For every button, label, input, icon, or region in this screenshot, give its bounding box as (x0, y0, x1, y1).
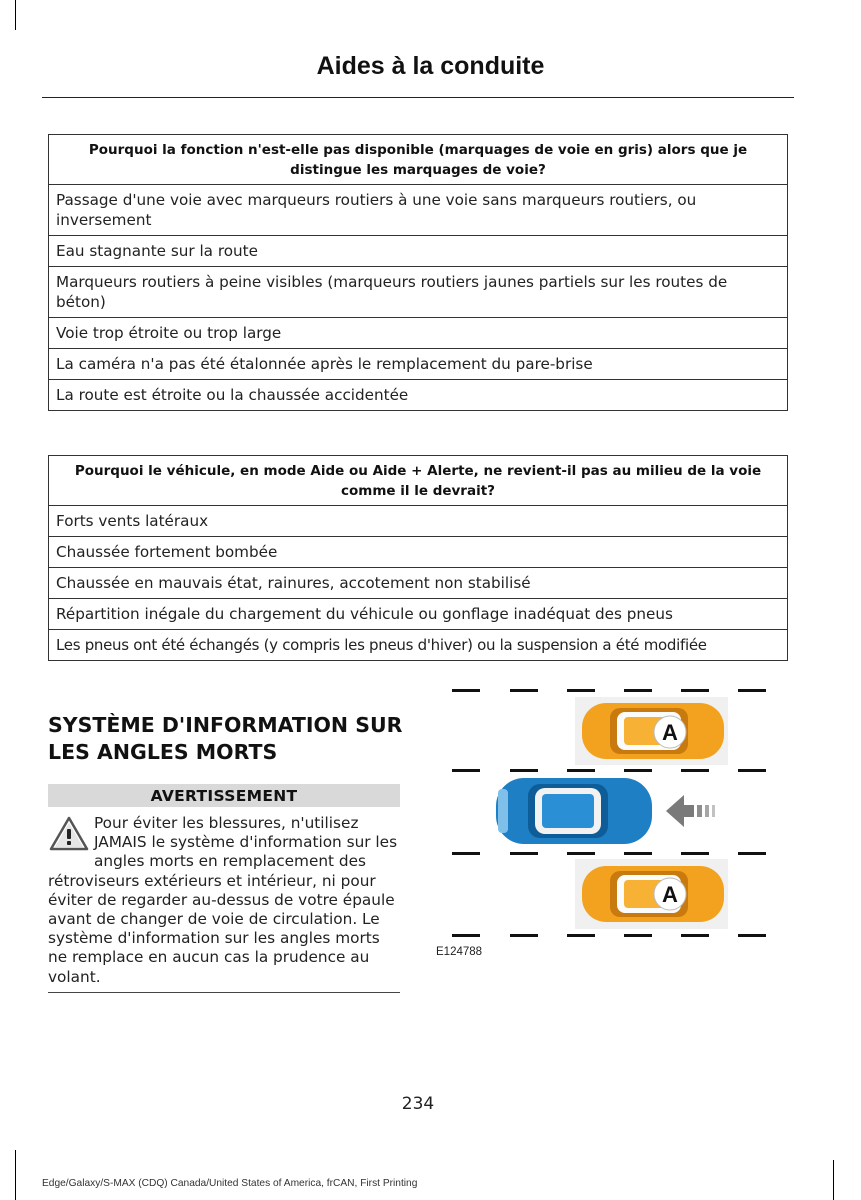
table-row (49, 630, 788, 661)
footer-text: Edge/Galaxy/S-MAX (CDQ) Canada/United States of America, frCAN, First Printing (42, 1178, 418, 1189)
own-vehicle-icon (496, 778, 652, 844)
page-number: 234 (401, 1094, 435, 1114)
crop-mark-top-left (15, 0, 16, 30)
table-cell: Chaussée fortement bombée (49, 537, 788, 568)
table-row (49, 236, 788, 267)
zone-label-top: A (662, 720, 678, 745)
table-row (49, 267, 788, 318)
table-cell: Les pneus ont été échangés (y compris les pneus d'hiver) ou la suspension a été modifiée (49, 630, 788, 661)
figure-code: E124788 (436, 946, 483, 958)
warning-end-rule (48, 992, 400, 993)
warning-body (48, 814, 401, 987)
table-cell: Chaussée en mauvais état, rainures, accotement non stabilisé (49, 568, 788, 599)
orange-car-top-icon (582, 703, 724, 759)
warning-text: Pour éviter les blessures, n'utilisez JAMAIS le système d'information sur les angles morts en remplacement des rétroviseurs extérieurs et intérieur, ni pour éviter de regarder au-dessus de votre épaule avant de changer de voie de circulation. Le système d'information sur les angles morts ne remplace en aucun cas la prudence au volant. (48, 814, 398, 986)
table-row (49, 318, 788, 349)
section-title: SYSTÈME D'INFORMATION SUR LES ANGLES MORTS (48, 713, 403, 764)
table-vehicle-not-centered (48, 455, 788, 661)
table-cell: Marqueurs routiers à peine visibles (marqueurs routiers jaunes partiels sur les routes de béton) (49, 267, 788, 318)
blind-spot-zone-bottom (575, 859, 728, 929)
table-row (49, 599, 788, 630)
zone-label-bottom: A (662, 882, 678, 907)
approaching-vehicle-arrow-icon (666, 795, 715, 827)
table-lane-marking-unavailable (48, 134, 788, 411)
blind-spot-zone-top (575, 697, 728, 765)
table-cell: Eau stagnante sur la route (49, 236, 788, 267)
table-header: Pourquoi le véhicule, en mode Aide ou Aide + Alerte, ne revient-il pas au milieu de la voie comme il le devrait? (49, 456, 788, 506)
table-header: Pourquoi la fonction n'est-elle pas disponible (marquages de voie en gris) alors que je distingue les marquages de voie? (49, 135, 788, 185)
title-rule (42, 97, 794, 98)
crop-mark-bottom-right (833, 1160, 834, 1200)
crop-mark-bottom-left (15, 1150, 16, 1200)
blind-spot-diagram (424, 677, 774, 967)
table-row (49, 349, 788, 380)
table-row (49, 537, 788, 568)
table-cell: La caméra n'a pas été étalonnée après le remplacement du pare-brise (49, 349, 788, 380)
warning-label: AVERTISSEMENT (48, 784, 400, 807)
table-cell: Forts vents latéraux (49, 506, 788, 537)
table-row (49, 568, 788, 599)
table-row (49, 506, 788, 537)
orange-car-bottom-icon (582, 866, 724, 922)
table-cell: Répartition inégale du chargement du véhicule ou gonflage inadéquat des pneus (49, 599, 788, 630)
table-cell: La route est étroite ou la chaussée accidentée (49, 380, 788, 411)
table-row (49, 380, 788, 411)
page-title: Aides à la conduite (316, 52, 545, 80)
table-cell: Voie trop étroite ou trop large (49, 318, 788, 349)
table-cell: Passage d'une voie avec marqueurs routiers à une voie sans marqueurs routiers, ou inversement (49, 185, 788, 236)
table-row (49, 185, 788, 236)
warning-triangle-icon (48, 815, 90, 853)
